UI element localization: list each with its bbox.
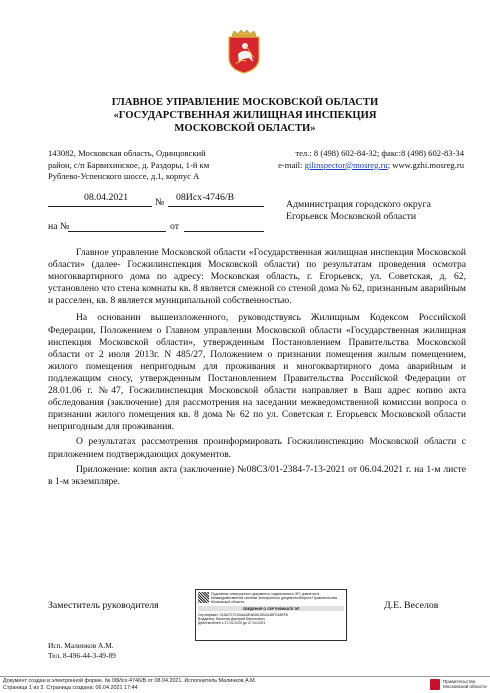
footer-line-2: Страница 1 из 3. Страница создана: 06.04.2021 17:44 [3,684,138,691]
government-logo-icon [430,679,440,690]
recipient [286,199,476,223]
paragraph-1: Главное управление Московской области «Государственная жилищная инспекция Московской области» (далее- Госжилинспекция Московской области) по результатам проведения осмотра многоквартирного дома по адресу: Московская область, г. Егорьевск, ул. Советская, д. 62, установлено что стена комнаты кв. 8 является смежной со стеной дома № 62, признанным аварийным и расселен, кв. 8 является муниципальной собственностью. [48,247,466,307]
header-line-2: «ГОСУДАРСТВЕННАЯ ЖИЛИЩНАЯ ИНСПЕКЦИЯ [113,110,377,121]
email-prefix: e-mail: [278,159,305,170]
paragraph-3: О результатах рассмотрения проинформировать Госжилинспекцию Московской области с приложением подтверждающих документов. [48,436,466,460]
signatory-position: Заместитель руководителя [48,600,159,611]
recipient-line-1: Администрация городского округа [286,199,431,210]
number-label: № [155,197,165,208]
ref-date-line [184,220,264,232]
government-logo-text [443,679,489,690]
address-line-3: Рублево-Успенского шоссе, д.1, корпус А [48,171,200,181]
header-line-3: МОСКОВСКОЙ ОБЛАСТИ» [174,123,316,134]
letter-body [48,247,466,488]
website-text: ; www.gzhi.mosreg.ru [387,159,464,170]
paragraph-4: Приложение: копия акта (заключение) №08СЗ/01-2384-7-13-2021 от 06.04.2021 г. на 1-м листе в 1-м экземпляре. [48,463,466,487]
e-signature-stamp [195,589,347,641]
logo-text-2: Московской области [443,684,487,690]
stamp-certificate: Сертификат: 015A7C7C00AAAE48461DB2A48FC48EF8 [198,612,288,617]
logo-text-1: Правительство [443,679,476,684]
email-link[interactable]: gilinspector@mosreg.ru [304,159,388,170]
ref-number-label: на № [48,221,70,232]
address-line-1: 143082, Московская область, Одинцовский [48,148,206,158]
executor-name: Исп. Малинков А.М. [48,641,114,650]
footer-line-1: Документ создан в электронной форме. № 08Исх-4746/В от 08.04.2021. Исполнитель:Малинков А.М. [3,678,257,684]
recipient-line-2: Егорьевск Московской области [286,211,417,222]
footer-text [3,678,256,691]
stamp-emblem-icon [198,592,209,603]
outgoing-date: 08.04.2021 [84,192,129,203]
outgoing-number: 08Исх-4746/В [176,192,235,203]
header-line-1: ГЛАВНОЕ УПРАВЛЕНИЕ МОСКОВСКОЙ ОБЛАСТИ [111,97,379,108]
ref-number-line [68,220,166,232]
document-footer [0,676,490,693]
signatory-name: Д.Е. Веселов [384,600,439,611]
executor-phone: Тел. 8-496-44-3-49-89 [48,650,116,660]
stamp-intro: Подлинник электронного документа, подписанного ЭП, хранится в Межведомственной системе электронного документооборота Правительства Московской области [211,592,337,605]
stamp-validity: Действителен с 27.04.2020 до 27.04.2021 [198,621,266,626]
ref-date-label: от [170,221,180,232]
paragraph-2: На основании вышеизложенного, руководствуясь Жилищным Кодексом Российской Федерации, Положением о Главном управлении Московской области «Государственная жилищная инспекция Московской области», утвержденным Постановлением Правительства Московской области от 2 июля 2013г. N 485/27, Положением о признании помещения жилым помещением, жилого помещения непригодным для проживания и многоквартирного дома аварийным и подлежащим сносу, утвержденным Постановлением Правительства Российской Федерации от 28.01.06 г. №47, Госжилинспекция Московской области направляет в Ваш адрес копию акта обследования (заключение) для рассмотрения на заседании межведомственной комиссии вопроса о признании жилого помещения кв. 8 дома № 62 по ул. Советская г. Егорьевск Московской области непригодным для проживания. [48,312,466,433]
executor-info [48,641,116,660]
stamp-title: СВЕДЕНИЯ О СЕРТИФИКАТЕ ЭП [198,606,344,611]
stamp-owner: Владелец: Веселов Дмитрий Евгеньевич [198,617,265,622]
phone-fax: тел.: 8 (498) 602-84-32; факс:8 (498) 602-83-34 [295,148,464,158]
address-line-2: район, с/п Барвихинское, д. Раздоры, 1-й км [48,159,210,170]
